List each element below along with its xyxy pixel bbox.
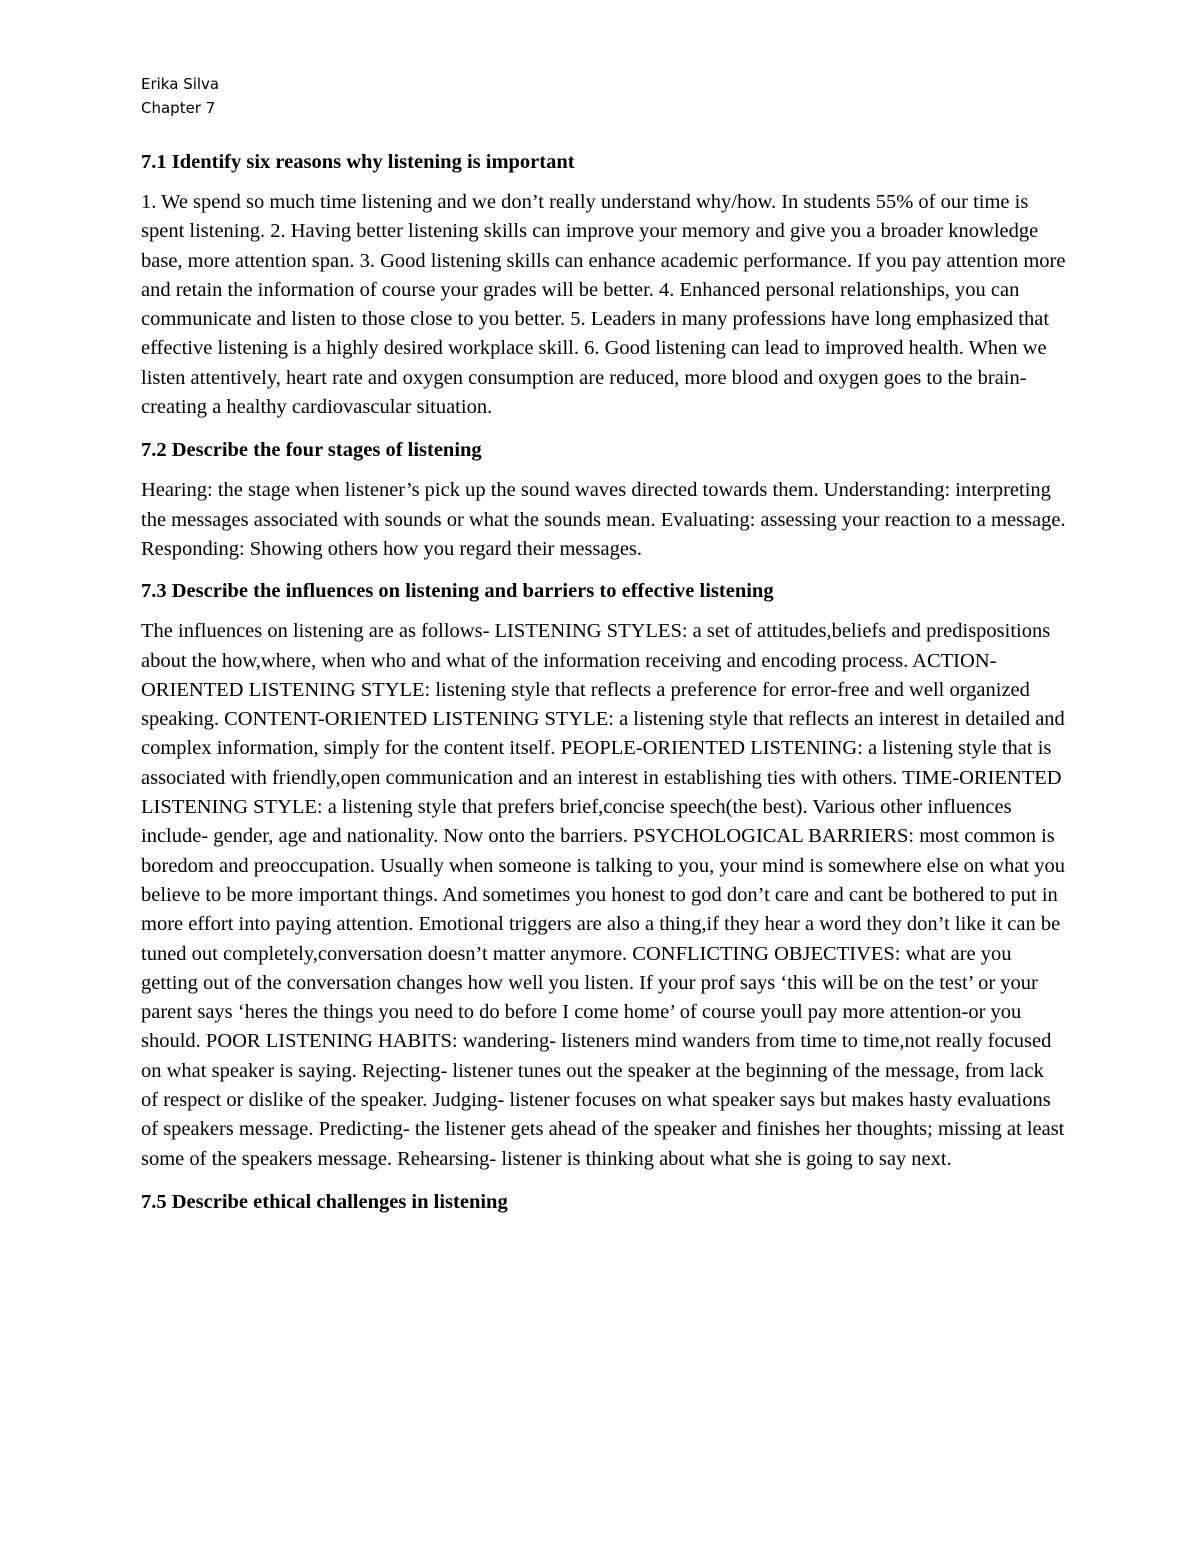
document-page <box>141 72 1066 1217</box>
chapter-label: Chapter 7 <box>141 99 216 117</box>
section-body-7-1: 1. We spend so much time listening and we don’t really understand why/how. In students 55% of our time is spent listening. 2. Having better listening skills can improve your memory and give you a broader knowledge base, more attention span. 3. Good listening skills can enhance academic performance. If you pay attention more and retain the information of course your grades will be better. 4. Enhanced personal relationships, you can communicate and listen to those close to you better. 5. Leaders in many professions have long emphasized that effective listening is a highly desired workplace skill. 6. Good listening can lead to improved health. When we listen attentively, heart rate and oxygen consumption are reduced, more blood and oxygen goes to the brain- creating a healthy cardiovascular situation. <box>141 191 1066 419</box>
section-heading-7-2: 7.2 Describe the four stages of listening <box>141 439 482 462</box>
section-heading-7-5: 7.5 Describe ethical challenges in listening <box>141 1190 508 1213</box>
author-name: Erika Silva <box>141 75 220 93</box>
section-body-7-3: The influences on listening are as follows- LISTENING STYLES: a set of attitudes,beliefs and predispositions about the how,where, when who and what of the information receiving and encoding process. ACTION-ORIENTED LISTENING STYLE: listening style that reflects a preference for error-free and well organized speaking. CONTENT-ORIENTED LISTENING STYLE: a listening style that reflects an interest in detailed and complex information, simply for the content itself. PEOPLE-ORIENTED LISTENING: a listening style that is associated with friendly,open communication and an interest in establishing ties with others. TIME-ORIENTED LISTENING STYLE: a listening style that prefers brief,concise speech(the best). Various other influences include- gender, age and nationality. Now onto the barriers. PSYCHOLOGICAL BARRIERS: most common is boredom and preoccupation. Usually when someone is talking to you, your mind is somewhere else on what you believe to be more important things. And sometimes you honest to god don’t care and cant be bothered to put in more effort into paying attention. Emotional triggers are also a thing,if they hear a word they don’t like it can be tuned out completely,conversation doesn’t matter anymore. CONFLICTING OBJECTIVES: what are you getting out of the conversation changes how well you listen. If your prof says ‘this will be on the test’ or your parent says ‘heres the things you need to do before I come home’ of course youll pay more attention-or you should. POOR LISTENING HABITS: wandering- listeners mind wanders from time to time,not really focused on what speaker is saying. Rejecting- listener tunes out the speaker at the beginning of the message, from lack of respect or dislike of the speaker. Judging- listener focuses on what speaker says but makes hasty evaluations of speakers message. Predicting- the listener gets ahead of the speaker and finishes her thoughts; missing at least some of the speakers message. Rehearsing- listener is thinking about what she is going to say next. <box>141 620 1066 1170</box>
section-heading-7-1: 7.1 Identify six reasons why listening is important <box>141 151 575 173</box>
section-heading-7-3: 7.3 Describe the influences on listening and barriers to effective listening <box>141 580 774 603</box>
section-body-7-2: Hearing: the stage when listener’s pick up the sound waves directed towards them. Understanding: interpreting the messages associated with sounds or what the sounds mean. Evaluating: assessing your reaction to a message. Responding: Showing others how you regard their messages. <box>141 479 1066 560</box>
